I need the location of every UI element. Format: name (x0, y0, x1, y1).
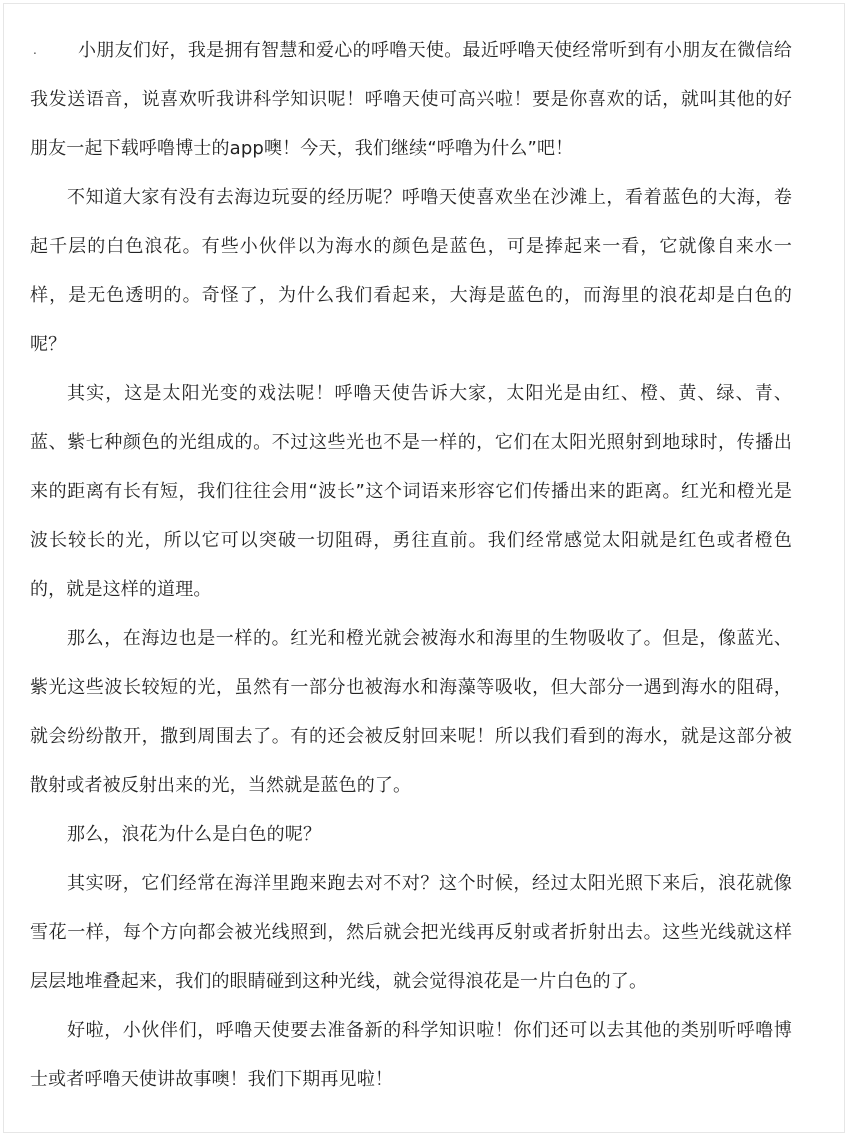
paragraph-intro: 小朋友们好，我是拥有智慧和爱心的呼噜天使。最近呼噜天使经常听到有小朋友在微信给我发送语音，说喜欢听我讲科学知识呢！呼噜天使可高兴啦！要是你喜欢的话，就叫其他的好朋友一起下载呼噜博士的app噢！今天，我们继续“呼噜为什么”吧！ (30, 40, 792, 159)
paragraph-sunlight: 其实，这是太阳光变的戏法呢！呼噜天使告诉大家，太阳光是由红、橙、黄、绿、青、蓝、紫七种颜色的光组成的。不过这些光也不是一样的，它们在太阳光照射到地球时，传播出来的距离有长有短，我们往往会用“波长”这个词语来形容它们传播出来的距离。红光和橙光是波长较长的光，所以它可以突破一切阻碍，勇往直前。我们经常感觉太阳就是红色或者橙色的，就是这样的道理。 (30, 383, 792, 600)
paragraph-question: 不知道大家有没有去海边玩耍的经历呢？呼噜天使喜欢坐在沙滩上，看着蓝色的大海，卷起千层的白色浪花。有些小伙伴以为海水的颜色是蓝色，可是捧起来一看，它就像自来水一样，是无色透明的。奇怪了，为什么我们看起来，大海是蓝色的，而海里的浪花却是白色的呢？ (30, 187, 792, 355)
paragraph-wave-white: 其实呀，它们经常在海洋里跑来跑去对不对？这个时候，经过太阳光照下来后，浪花就像雪花一样，每个方向都会被光线照到，然后就会把光线再反射或者折射出去。这些光线就这样层层地堆叠起来，我们的眼睛碰到这种光线，就会觉得浪花是一片白色的了。 (30, 873, 792, 992)
paragraph-wave-question: 那么，浪花为什么是白色的呢？ (67, 824, 322, 845)
paragraph-marker: . (33, 43, 37, 57)
article-body (30, 26, 792, 1104)
paragraph-closing: 好啦，小伙伴们，呼噜天使要去准备新的科学知识啦！你们还可以去其他的类别听呼噜博士或者呼噜天使讲故事噢！我们下期再见啦！ (30, 1020, 792, 1090)
paragraph-sea-blue: 那么，在海边也是一样的。红光和橙光就会被海水和海里的生物吸收了。但是，像蓝光、紫光这些波长较短的光，虽然有一部分也被海水和海藻等吸收，但大部分一遇到海水的阻碍，就会纷纷散开，撒到周围去了。有的还会被反射回来呢！所以我们看到的海水，就是这部分被散射或者被反射出来的光，当然就是蓝色的了。 (30, 628, 792, 796)
